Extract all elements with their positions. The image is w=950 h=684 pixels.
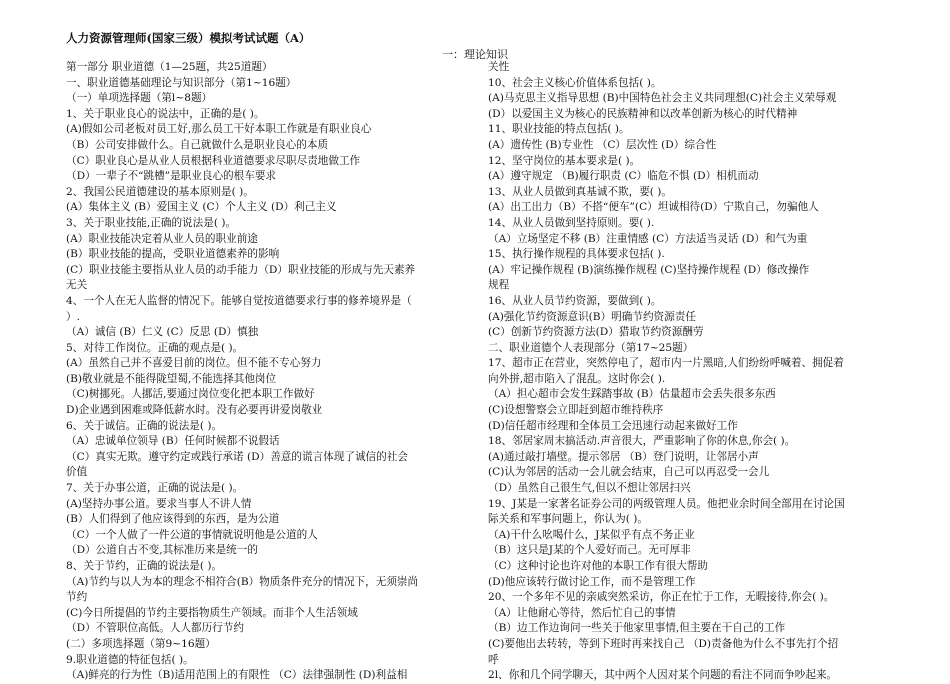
text-line: 一、职业道德基础理论与知识部分（第1~16题） xyxy=(66,76,297,89)
text-line: 2l、你和几个同学聊天，其中两个人因对某个问题的看注不同而争吵起来。 xyxy=(488,669,838,682)
text-line: （A）立场坚定不移 (B）注重情感 (C）方法适当灵话 (D）和气为重 xyxy=(488,232,808,245)
text-line: D)企业遇到困难或降低薪水时。没有必要再讲爱岗敬业 xyxy=(66,404,323,417)
text-line: (A）虽然自己并不喜爱目前的岗位。但不能不专心努力 xyxy=(66,357,322,370)
text-line: (C)设想警察会立即赶到超市维持秩序 xyxy=(488,404,664,417)
left-text-column xyxy=(66,60,466,684)
text-line: 无关 xyxy=(66,279,88,292)
text-line: （A)节约与以人为本的理念不相符合(B）物质条件充分的情况下，无须崇尚 xyxy=(66,575,419,588)
text-line: 规程 xyxy=(488,279,510,292)
text-line: （A)干什么吆喝什么，J某似乎有点不务正业 xyxy=(488,528,695,541)
text-line: (A）牢记操作规程 (B)演练操作规程 (C)坚持操作规程 (D）修改操作 xyxy=(488,263,810,276)
text-line: (D）以爱国主义为核心的民族精神和以改革创新为核心的时代精神 xyxy=(488,107,798,120)
text-line: 节约 xyxy=(66,591,88,604)
text-line: (A）集体主义 (B）爱国主义 (C）个人主义 (D）利己主义 xyxy=(66,201,337,214)
text-line: （C）这种讨论也许对他的本职工作有很大帮助 xyxy=(488,560,708,572)
text-line: （A)鲜亮的行为性（B)适用范围上的有限性 （C）法律强制性 (D)利益相 xyxy=(66,669,408,682)
text-line: (B）职业技能的提高，受职业道德素养的影响 xyxy=(66,248,280,261)
text-line: 二、职业道德个人表现部分（第17~25题） xyxy=(488,341,694,354)
text-line: (D)信任超市经理和全体员工会迅速行动起来做好工作 xyxy=(488,419,738,432)
text-line: 16、从业人员节约资源，要做到( )。 xyxy=(488,294,662,307)
text-line: 关性 xyxy=(488,61,510,73)
text-line: (A）出工出力（B）不搭“便车”(C）坦诚相待(D）宁欺自己，勿骗他人 xyxy=(488,201,819,214)
text-line: 呼 xyxy=(488,653,499,666)
text-line: （B）公司安排做什么。自己就做什么是职业良心的本质 xyxy=(66,138,329,151)
text-line: (A)强化节约资源意识(B）明确节约资源责任 xyxy=(488,310,696,323)
text-line: (C)今日所提倡的节约主要指物质生产领域。而非个人生活领域 xyxy=(66,606,358,619)
text-line: (A）遗传性 (B)专业性 （C）层次性 (D）综合性 xyxy=(488,138,717,151)
text-line: (A)通过敲打墙壁。提示邻居 （B）登门说明，让邻居小声 xyxy=(488,450,759,463)
document-title: 人力资源管理师(国家三级）模拟考试试题（A） xyxy=(66,31,311,45)
text-line: 向外拼,超市陷入了混乱。这时你会( ). xyxy=(488,372,666,385)
text-line: （C）真实无欺。遵守约定或践行承诺 (D）善意的谎言体现了诚信的社会 xyxy=(66,450,408,463)
text-line: (A)马克思主义指导思想 (B)中国特色社会主义共同理想(C)社会主义荣辱观 xyxy=(488,92,837,105)
text-line: 10、社会主义核心价值体系包括( )。 xyxy=(488,76,662,89)
text-line: （C)树挪死。人挪活,要通过岗位变化把本职工作做好 xyxy=(66,388,315,401)
text-line: (A）遵守规定 （B)履行职责 (C）临危不惧 (D）相机而动 xyxy=(488,170,759,183)
text-line: 9.职业道德的特征包括( )。 xyxy=(66,653,194,666)
text-line: 14、从业人员做到坚持原则。要( ). xyxy=(488,216,655,229)
text-line: （D）虽然自己很生气,但以不想让邻居扫兴 xyxy=(488,482,691,495)
text-line: 8、关于节约，正确的说法是( )。 xyxy=(66,560,223,572)
text-line: 18、邻居家周末搞活动.声音很大，严重影响了你的休息,你会( )。 xyxy=(488,435,796,448)
text-line: （A）担心超市会发生踩踏事故 (B）估量超市会丢失很多东西 xyxy=(488,388,776,401)
text-line: (A)假如公司老板对员工好,那么员工干好本职工作就是有职业良心 xyxy=(66,123,372,136)
text-line: (C)要他出去转转，等到下班时再来找自己 （D)责备他为什么不事先打个招 xyxy=(488,637,839,650)
text-line: (二）多项选择题（第9~16题） xyxy=(66,637,216,650)
text-line: （D）不管职位高低。人人都历行节约 xyxy=(66,622,244,635)
text-line: 际关系和军事问题上，你认为( )。 xyxy=(488,513,648,526)
text-line: （D）一辈子不“跳槽”是职业良心的根车要求 xyxy=(66,170,277,183)
text-line: 7、关于办事公道，正确的说法是( )。 xyxy=(66,482,244,495)
text-line: (D)他应该转行做讨论工作，而不是管理工作 xyxy=(488,575,696,588)
text-line: (C)认为邻居的活动一会儿就会结束，自己可以再忍受一会儿 xyxy=(488,466,770,479)
text-line: (B）人们得到了他应该得到的东西，是为公道 xyxy=(66,513,280,526)
text-line: (A）职业技能决定着从业人员的职业前途 xyxy=(66,232,258,245)
text-line: 5、对待工作岗位。正确的观点是( )。 xyxy=(66,341,244,354)
text-line: 第一部分 职业道德（1—25题，共25道题） xyxy=(66,61,273,73)
text-line: (A)坚持办事公道。要求当事人不讲人情 xyxy=(66,497,252,510)
text-line: 17、超市正在营业，突然停电了，超市内一片黑暗,人们纷纷呼喊着、拥促着 xyxy=(488,357,844,370)
text-line: （C）职业良心是从业人员根据科业道德要求尽职尽责地做工作 xyxy=(66,154,361,167)
text-line: 11、职业技能的特点包括( )。 xyxy=(488,123,630,136)
text-line: 6、关于诚信。正确的说法是( )。 xyxy=(66,419,223,432)
text-line: (C）创新节约资源方法(D）猎取节约资源酬劳 xyxy=(488,326,704,339)
text-line: （一）单项选择题（第l~8题） xyxy=(66,92,213,105)
text-line: （B）这只是J某的个人爱好而己。无可厚非 xyxy=(488,544,691,557)
text-line: （D）公道自古不变,其标准历来是统一的 xyxy=(66,544,258,557)
text-line: 13、从业人员做到真基诚不欺，要( )。 xyxy=(488,185,673,198)
text-line: 19、J某是一家著名证券公司的两级管理人员。他把业余时间全部用在讨论国 xyxy=(488,497,845,510)
text-line: （B）边工作边询问一些关于他家里事情,但主要在干自己的工作 xyxy=(488,622,786,635)
text-line: 20、一个多年不见的亲戚突然采访，你正在忙于工作，无暇接待,你会( )。 xyxy=(488,591,835,604)
text-line: 1、关于职业良心的说法中，正确的是( )。 xyxy=(66,107,265,120)
text-line: ）. xyxy=(66,310,80,323)
text-line: （A）诚信 (B）仁义 (C）反思 (D）慎独 xyxy=(66,326,259,339)
text-line: (B)敬业就是不能得陇望蜀,不能选择其他岗位 xyxy=(66,372,277,385)
document-subtitle: 一：理论知识 xyxy=(442,48,508,61)
text-line: 12、坚守岗位的基本要求是( )。 xyxy=(488,154,641,167)
text-line: （C）一个人做了一件公道的事情就说明他是公道的人 xyxy=(66,528,318,541)
text-line: 3、关于职业技能,正确的说法是( )。 xyxy=(66,216,237,229)
text-line: 4、一个人在无人监督的情况下。能够自觉按道德要求行事的修养境界是（ xyxy=(66,294,412,307)
text-line: (C）职业技能主要指从业人员的动手能力（D）职业技能的形成与先天素养 xyxy=(66,263,416,276)
text-line: 15、执行操作规程的具体要求包括( ). xyxy=(488,248,665,261)
text-line: 2、我国公民道德建设的基本原则是( )。 xyxy=(66,185,254,198)
text-line: （A）忠诚单位领导 (B）任何时候都不说假话 xyxy=(66,435,280,448)
text-line: 价值 xyxy=(66,466,88,479)
text-line: （A）让他耐心等待，然后忙自己的事情 xyxy=(488,606,676,619)
right-text-column xyxy=(488,60,888,684)
